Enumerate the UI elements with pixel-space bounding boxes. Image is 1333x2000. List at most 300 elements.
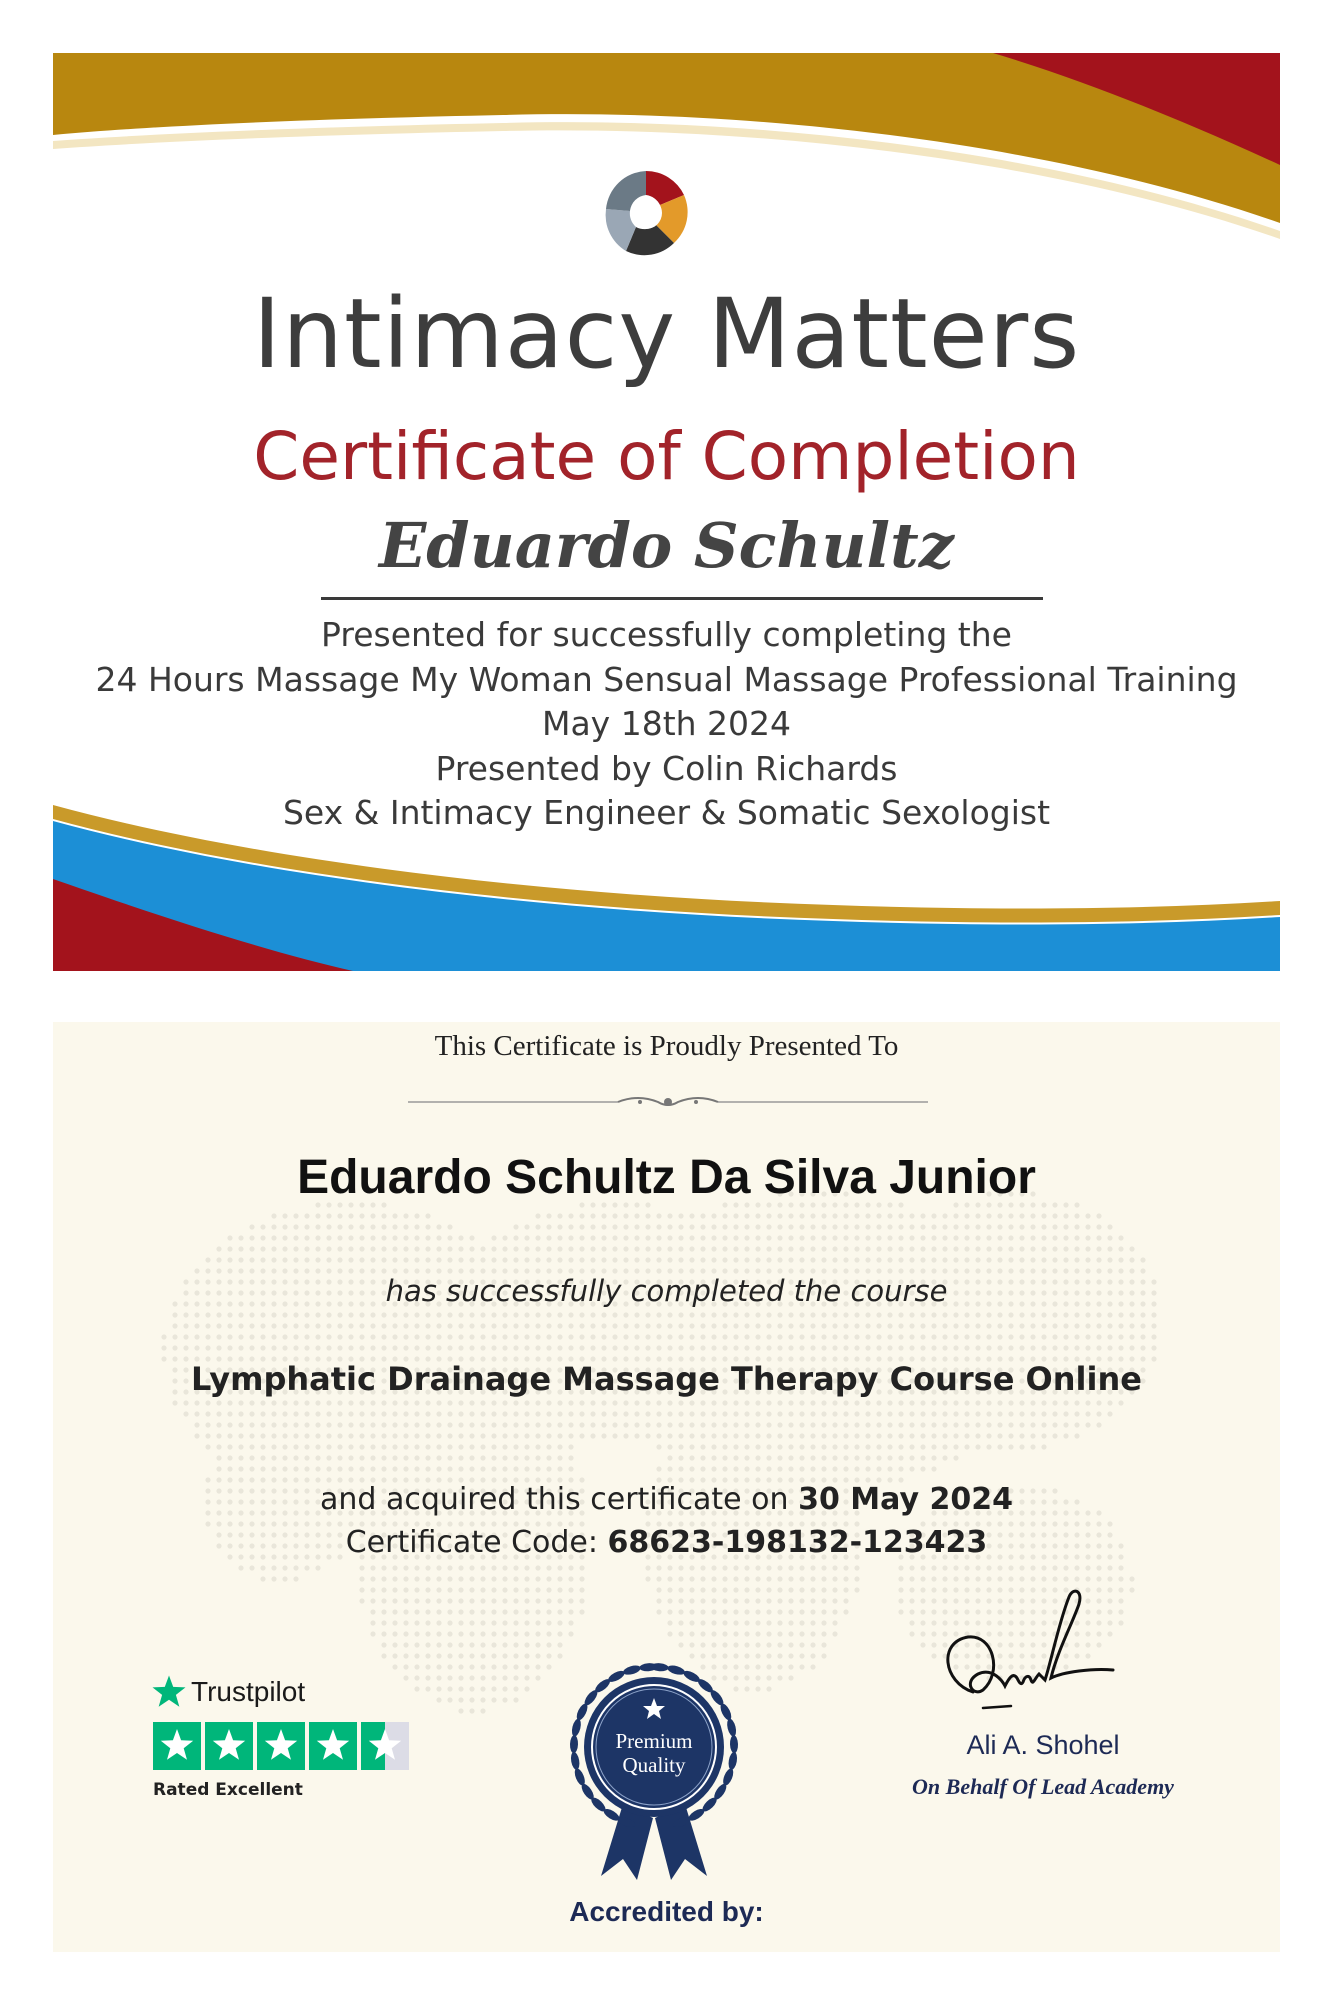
- map-dot: [788, 1675, 793, 1680]
- map-dot: [667, 1345, 672, 1350]
- map-dot: [414, 1642, 419, 1647]
- map-dot: [403, 1444, 408, 1449]
- map-dot: [986, 1422, 991, 1427]
- map-dot: [403, 1422, 408, 1427]
- map-dot: [227, 1345, 232, 1350]
- map-dot: [1008, 1422, 1013, 1427]
- map-dot: [700, 1411, 705, 1416]
- map-dot: [403, 1312, 408, 1317]
- map-dot: [997, 1411, 1002, 1416]
- map-dot: [216, 1257, 221, 1262]
- map-dot: [1118, 1268, 1123, 1273]
- map-dot: [953, 1323, 958, 1328]
- map-dot: [216, 1433, 221, 1438]
- map-dot: [788, 1400, 793, 1405]
- map-dot: [348, 1246, 353, 1251]
- map-dot: [535, 1400, 540, 1405]
- map-dot: [689, 1642, 694, 1647]
- map-dot: [238, 1433, 243, 1438]
- map-dot: [777, 1246, 782, 1251]
- map-dot: [898, 1323, 903, 1328]
- map-dot: [491, 1235, 496, 1240]
- map-dot: [722, 1334, 727, 1339]
- map-dot: [392, 1587, 397, 1592]
- map-dot: [755, 1433, 760, 1438]
- map-dot: [403, 1213, 408, 1218]
- map-dot: [876, 1257, 881, 1262]
- map-dot: [1030, 1400, 1035, 1405]
- map-dot: [172, 1400, 177, 1405]
- map-dot: [799, 1631, 804, 1636]
- map-dot: [876, 1268, 881, 1273]
- map-dot: [414, 1598, 419, 1603]
- map-dot: [612, 1433, 617, 1438]
- map-dot: [700, 1323, 705, 1328]
- map-dot: [953, 1312, 958, 1317]
- map-dot: [810, 1609, 815, 1614]
- map-dot: [436, 1444, 441, 1449]
- map-dot: [491, 1345, 496, 1350]
- map-dot: [524, 1675, 529, 1680]
- trustpilot-badge: [151, 1672, 421, 1812]
- map-dot: [480, 1653, 485, 1658]
- map-dot: [1041, 1334, 1046, 1339]
- map-dot: [535, 1675, 540, 1680]
- map-dot: [975, 1213, 980, 1218]
- map-dot: [458, 1598, 463, 1603]
- map-dot: [799, 1312, 804, 1317]
- map-dot: [733, 1642, 738, 1647]
- map-dot: [546, 1576, 551, 1581]
- map-dot: [568, 1334, 573, 1339]
- map-dot: [436, 1257, 441, 1262]
- map-dot: [216, 1400, 221, 1405]
- map-dot: [447, 1697, 452, 1702]
- map-dot: [623, 1268, 628, 1273]
- map-dot: [469, 1323, 474, 1328]
- map-dot: [337, 1323, 342, 1328]
- map-dot: [524, 1422, 529, 1427]
- map-dot: [623, 1213, 628, 1218]
- map-dot: [667, 1323, 672, 1328]
- map-dot: [711, 1433, 716, 1438]
- map-dot: [788, 1235, 793, 1240]
- map-dot: [546, 1345, 551, 1350]
- map-dot: [744, 1576, 749, 1581]
- map-dot: [810, 1433, 815, 1438]
- map-dot: [909, 1400, 914, 1405]
- map-dot: [469, 1708, 474, 1713]
- map-dot: [282, 1213, 287, 1218]
- map-dot: [513, 1587, 518, 1592]
- map-dot: [491, 1257, 496, 1262]
- map-dot: [403, 1400, 408, 1405]
- map-dot: [480, 1697, 485, 1702]
- map-dot: [557, 1433, 562, 1438]
- map-dot: [733, 1224, 738, 1229]
- map-dot: [403, 1411, 408, 1416]
- map-dot: [414, 1433, 419, 1438]
- map-dot: [799, 1653, 804, 1658]
- map-dot: [436, 1422, 441, 1427]
- map-dot: [1063, 1411, 1068, 1416]
- map-dot: [920, 1411, 925, 1416]
- map-dot: [953, 1411, 958, 1416]
- map-dot: [766, 1257, 771, 1262]
- map-dot: [843, 1213, 848, 1218]
- map-dot: [436, 1466, 441, 1471]
- map-dot: [535, 1444, 540, 1449]
- map-dot: [799, 1455, 804, 1460]
- map-dot: [766, 1686, 771, 1691]
- map-dot: [744, 1235, 749, 1240]
- map-dot: [898, 1466, 903, 1471]
- map-dot: [557, 1213, 562, 1218]
- map-dot: [788, 1334, 793, 1339]
- map-dot: [392, 1422, 397, 1427]
- map-dot: [524, 1323, 529, 1328]
- map-dot: [480, 1411, 485, 1416]
- map-dot: [579, 1422, 584, 1427]
- map-dot: [843, 1312, 848, 1317]
- map-dot: [788, 1620, 793, 1625]
- map-dot: [931, 1312, 936, 1317]
- map-dot: [898, 1224, 903, 1229]
- map-dot: [689, 1312, 694, 1317]
- map-dot: [788, 1664, 793, 1669]
- map-dot: [854, 1455, 859, 1460]
- map-dot: [524, 1664, 529, 1669]
- map-dot: [997, 1565, 1002, 1570]
- map-dot: [799, 1400, 804, 1405]
- laurel-leaf: [570, 1718, 582, 1737]
- map-dot: [458, 1653, 463, 1658]
- map-dot: [535, 1411, 540, 1416]
- map-dot: [876, 1466, 881, 1471]
- map-dot: [524, 1224, 529, 1229]
- map-dot: [1030, 1334, 1035, 1339]
- map-dot: [403, 1576, 408, 1581]
- map-dot: [733, 1411, 738, 1416]
- map-dot: [832, 1433, 837, 1438]
- map-dot: [601, 1213, 606, 1218]
- map-dot: [997, 1268, 1002, 1273]
- map-dot: [535, 1213, 540, 1218]
- map-dot: [403, 1235, 408, 1240]
- map-dot: [832, 1422, 837, 1427]
- map-dot: [425, 1686, 430, 1691]
- map-dot: [722, 1455, 727, 1460]
- map-dot: [986, 1576, 991, 1581]
- map-dot: [557, 1631, 562, 1636]
- map-dot: [447, 1444, 452, 1449]
- map-dot: [359, 1312, 364, 1317]
- map-dot: [315, 1224, 320, 1229]
- map-dot: [986, 1312, 991, 1317]
- map-dot: [678, 1246, 683, 1251]
- map-dot: [1008, 1268, 1013, 1273]
- map-dot: [1030, 1422, 1035, 1427]
- map-dot: [821, 1587, 826, 1592]
- map-dot: [920, 1235, 925, 1240]
- map-dot: [425, 1213, 430, 1218]
- map-dot: [491, 1620, 496, 1625]
- map-dot: [1019, 1268, 1024, 1273]
- map-dot: [832, 1213, 837, 1218]
- map-dot: [744, 1466, 749, 1471]
- map-dot: [810, 1653, 815, 1658]
- map-dot: [876, 1312, 881, 1317]
- map-dot: [678, 1444, 683, 1449]
- map-dot: [1129, 1345, 1134, 1350]
- map-dot: [579, 1213, 584, 1218]
- map-dot: [656, 1433, 661, 1438]
- map-dot: [227, 1400, 232, 1405]
- map-dot: [722, 1598, 727, 1603]
- map-dot: [777, 1587, 782, 1592]
- map-dot: [458, 1246, 463, 1251]
- map-dot: [326, 1400, 331, 1405]
- map-dot: [953, 1268, 958, 1273]
- map-dot: [799, 1246, 804, 1251]
- map-dot: [238, 1411, 243, 1416]
- map-dot: [370, 1334, 375, 1339]
- map-dot: [744, 1213, 749, 1218]
- map-dot: [1074, 1576, 1079, 1581]
- map-dot: [238, 1257, 243, 1262]
- map-dot: [392, 1411, 397, 1416]
- ornamental-divider: [408, 1094, 928, 1110]
- map-dot: [447, 1620, 452, 1625]
- map-dot: [436, 1565, 441, 1570]
- map-dot: [414, 1444, 419, 1449]
- map-dot: [491, 1444, 496, 1449]
- map-dot: [381, 1587, 386, 1592]
- map-dot: [832, 1257, 837, 1262]
- map-dot: [436, 1697, 441, 1702]
- map-dot: [854, 1466, 859, 1471]
- map-dot: [260, 1323, 265, 1328]
- map-dot: [546, 1565, 551, 1570]
- map-dot: [964, 1400, 969, 1405]
- map-dot: [1030, 1444, 1035, 1449]
- map-dot: [304, 1565, 309, 1570]
- map-dot: [667, 1312, 672, 1317]
- map-dot: [414, 1400, 419, 1405]
- map-dot: [392, 1653, 397, 1658]
- map-dot: [469, 1565, 474, 1570]
- map-dot: [1118, 1400, 1123, 1405]
- map-dot: [623, 1323, 628, 1328]
- map-dot: [425, 1444, 430, 1449]
- map-dot: [810, 1642, 815, 1647]
- map-dot: [843, 1576, 848, 1581]
- map-dot: [337, 1224, 342, 1229]
- map-dot: [436, 1433, 441, 1438]
- map-dot: [546, 1587, 551, 1592]
- map-dot: [700, 1565, 705, 1570]
- map-dot: [535, 1642, 540, 1647]
- map-dot: [997, 1444, 1002, 1449]
- map-dot: [557, 1642, 562, 1647]
- map-dot: [1096, 1565, 1101, 1570]
- map-dot: [447, 1334, 452, 1339]
- map-dot: [381, 1576, 386, 1581]
- map-dot: [1096, 1213, 1101, 1218]
- map-dot: [766, 1422, 771, 1427]
- map-dot: [469, 1334, 474, 1339]
- map-dot: [909, 1334, 914, 1339]
- map-dot: [282, 1400, 287, 1405]
- map-dot: [315, 1444, 320, 1449]
- map-dot: [458, 1664, 463, 1669]
- map-dot: [766, 1411, 771, 1416]
- map-dot: [1041, 1268, 1046, 1273]
- map-dot: [359, 1411, 364, 1416]
- map-dot: [249, 1565, 254, 1570]
- map-dot: [568, 1455, 573, 1460]
- map-dot: [942, 1455, 947, 1460]
- map-dot: [1052, 1565, 1057, 1570]
- map-dot: [601, 1268, 606, 1273]
- map-dot: [392, 1455, 397, 1460]
- map-dot: [304, 1268, 309, 1273]
- map-dot: [436, 1246, 441, 1251]
- map-dot: [678, 1609, 683, 1614]
- map-dot: [777, 1334, 782, 1339]
- map-dot: [722, 1235, 727, 1240]
- map-dot: [744, 1631, 749, 1636]
- map-dot: [524, 1686, 529, 1691]
- map-dot: [1008, 1433, 1013, 1438]
- map-dot: [238, 1400, 243, 1405]
- map-dot: [722, 1642, 727, 1647]
- map-dot: [579, 1345, 584, 1350]
- map-dot: [414, 1466, 419, 1471]
- map-dot: [381, 1642, 386, 1647]
- map-dot: [953, 1400, 958, 1405]
- map-dot: [722, 1312, 727, 1317]
- map-dot: [1074, 1323, 1079, 1328]
- map-dot: [491, 1697, 496, 1702]
- map-dot: [315, 1257, 320, 1262]
- map-dot: [711, 1422, 716, 1427]
- map-dot: [810, 1576, 815, 1581]
- map-dot: [722, 1587, 727, 1592]
- map-dot: [832, 1576, 837, 1581]
- map-dot: [997, 1345, 1002, 1350]
- map-dot: [942, 1576, 947, 1581]
- map-dot: [920, 1268, 925, 1273]
- map-dot: [975, 1444, 980, 1449]
- map-dot: [810, 1213, 815, 1218]
- map-dot: [810, 1422, 815, 1427]
- map-dot: [1041, 1576, 1046, 1581]
- map-dot: [227, 1334, 232, 1339]
- map-dot: [260, 1576, 265, 1581]
- map-dot: [326, 1345, 331, 1350]
- map-dot: [381, 1323, 386, 1328]
- map-dot: [887, 1224, 892, 1229]
- map-dot: [249, 1224, 254, 1229]
- map-dot: [546, 1411, 551, 1416]
- certificate-completion: [53, 53, 1280, 971]
- map-dot: [469, 1697, 474, 1702]
- acquired-date: 30 May 2024: [798, 1482, 1013, 1517]
- map-dot: [524, 1653, 529, 1658]
- map-dot: [381, 1653, 386, 1658]
- map-dot: [535, 1664, 540, 1669]
- map-dot: [414, 1268, 419, 1273]
- map-dot: [733, 1444, 738, 1449]
- map-dot: [931, 1213, 936, 1218]
- map-dot: [436, 1411, 441, 1416]
- map-dot: [535, 1433, 540, 1438]
- map-dot: [601, 1411, 606, 1416]
- map-dot: [348, 1235, 353, 1240]
- map-dot: [755, 1620, 760, 1625]
- map-dot: [821, 1576, 826, 1581]
- map-dot: [480, 1257, 485, 1262]
- map-dot: [271, 1455, 276, 1460]
- map-dot: [326, 1213, 331, 1218]
- map-dot: [524, 1609, 529, 1614]
- map-dot: [700, 1466, 705, 1471]
- map-dot: [304, 1312, 309, 1317]
- map-dot: [370, 1312, 375, 1317]
- map-dot: [568, 1246, 573, 1251]
- map-dot: [392, 1466, 397, 1471]
- map-dot: [282, 1411, 287, 1416]
- map-dot: [315, 1433, 320, 1438]
- map-dot: [513, 1235, 518, 1240]
- map-dot: [733, 1235, 738, 1240]
- map-dot: [326, 1433, 331, 1438]
- certificate-code-line: [53, 1525, 1280, 1560]
- map-dot: [744, 1268, 749, 1273]
- map-dot: [381, 1334, 386, 1339]
- map-dot: [799, 1576, 804, 1581]
- map-dot: [942, 1323, 947, 1328]
- map-dot: [1041, 1224, 1046, 1229]
- map-dot: [744, 1323, 749, 1328]
- map-dot: [843, 1455, 848, 1460]
- map-dot: [1151, 1312, 1156, 1317]
- map-dot: [469, 1686, 474, 1691]
- map-dot: [909, 1411, 914, 1416]
- map-dot: [722, 1213, 727, 1218]
- map-dot: [1074, 1411, 1079, 1416]
- map-dot: [425, 1323, 430, 1328]
- map-dot: [1107, 1576, 1112, 1581]
- map-dot: [898, 1235, 903, 1240]
- map-dot: [502, 1675, 507, 1680]
- map-dot: [381, 1411, 386, 1416]
- map-dot: [623, 1433, 628, 1438]
- map-dot: [216, 1422, 221, 1427]
- map-dot: [656, 1334, 661, 1339]
- map-dot: [909, 1246, 914, 1251]
- map-dot: [348, 1433, 353, 1438]
- map-dot: [392, 1323, 397, 1328]
- map-dot: [678, 1268, 683, 1273]
- map-dot: [667, 1620, 672, 1625]
- map-dot: [832, 1268, 837, 1273]
- map-dot: [744, 1345, 749, 1350]
- map-dot: [909, 1312, 914, 1317]
- map-dot: [491, 1565, 496, 1570]
- map-dot: [436, 1576, 441, 1581]
